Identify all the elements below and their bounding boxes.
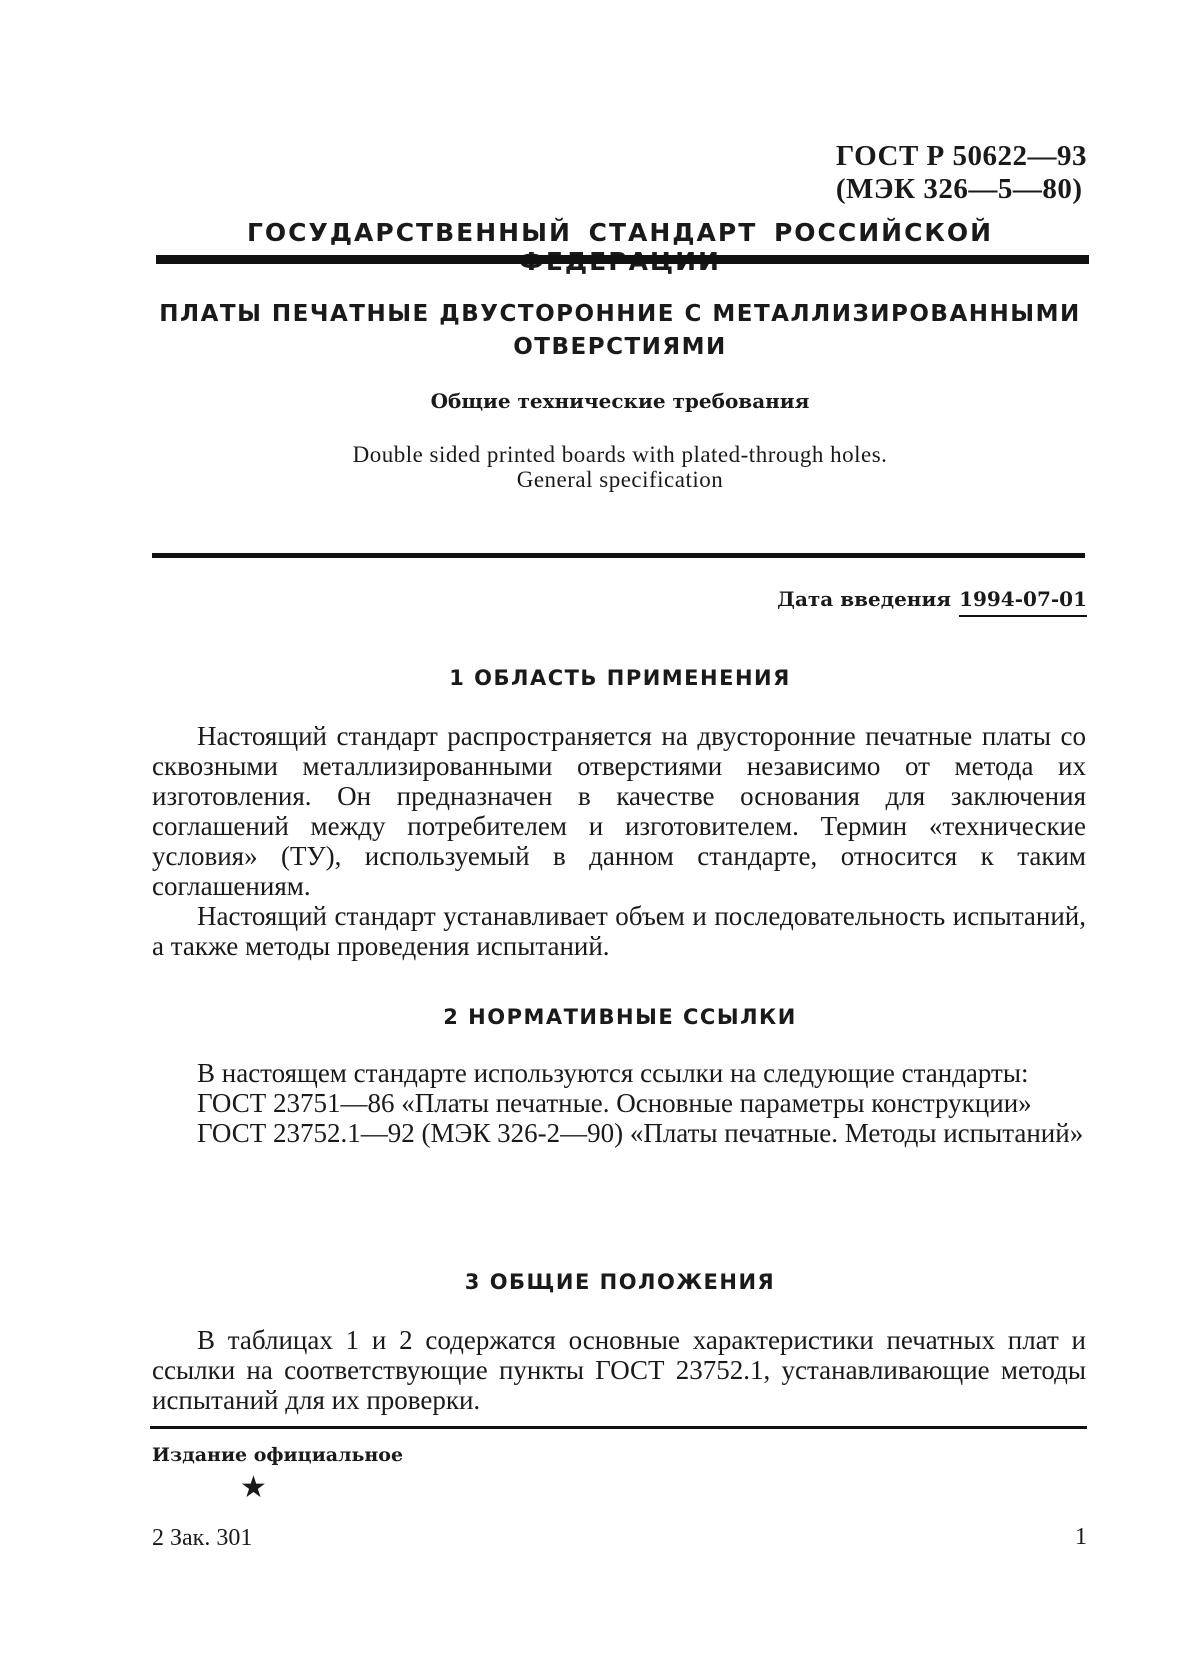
official-edition-label: Издание официальное	[152, 1444, 404, 1466]
order-number: 2 Зак. 301	[152, 1525, 253, 1551]
intro-date	[777, 587, 1087, 611]
english-title-line1: Double sided printed boards with plated-through holes.	[352, 442, 888, 467]
intro-date-value: 1994-07-01	[959, 587, 1087, 617]
section-3-heading: 3 ОБЩИЕ ПОЛОЖЕНИЯ	[464, 1270, 776, 1294]
section-2-body	[152, 1058, 1086, 1148]
document-title	[150, 298, 1090, 364]
organization-heading: ГОСУДАРСТВЕННЫЙ СТАНДАРТ РОССИЙСКОЙ	[246, 218, 994, 247]
document-title-line1: ПЛАТЫ ПЕЧАТНЫЕ ДВУСТОРОННИЕ С МЕТАЛЛИЗИРОВАННЫМИ	[159, 301, 1081, 327]
title-rule	[152, 553, 1085, 558]
standard-code-iec: (МЭК 326—5—80)	[835, 173, 1083, 205]
section-3-body	[152, 1325, 1086, 1415]
section-1-body	[152, 721, 1086, 961]
section-1-paragraph-1: Настоящий стандарт распространяется на двусторонние печатные платы со сквозными металлизированными отверстиями независимо от метода их изготовления. Он предназначен в качестве основания для заключения соглашений между потребителем и изготовителем. Термин «технические условия» (ТУ), используемый в данном стандарте, относится к таким соглашениям.	[152, 721, 1086, 901]
section-1-heading: 1 ОБЛАСТЬ ПРИМЕНЕНИЯ	[449, 666, 791, 690]
footer-rule	[150, 1426, 1087, 1429]
section-2-paragraph-1: В настоящем стандарте используются ссылки на следующие стандарты:	[197, 1058, 1029, 1088]
section-3-paragraph-1: В таблицах 1 и 2 содержатся основные характеристики печатных плат и ссылки на соответствующие пункты ГОСТ 23752.1, устанавливающие методы испытаний для их проверки.	[152, 1325, 1086, 1415]
section-2-heading: 2 НОРМАТИВНЫЕ ССЫЛКИ	[443, 1005, 797, 1029]
english-title-line2: General specification	[516, 467, 724, 492]
standard-code	[836, 140, 1087, 206]
document-subtitle: Общие технические требования	[430, 389, 810, 413]
header-rule	[156, 255, 1089, 264]
reference-gost-23752: ГОСТ 23752.1—92 (МЭК 326-2—90) «Платы печатные. Методы испытаний»	[197, 1118, 1084, 1148]
standard-code-gost: ГОСТ Р 50622—93	[835, 140, 1087, 172]
intro-date-label: Дата введения	[777, 587, 952, 611]
section-1-paragraph-2: Настоящий стандарт устанавливает объем и последовательность испытаний, а также методы проведения испытаний.	[152, 901, 1086, 961]
document-title-line2: ОТВЕРСТИЯМИ	[513, 334, 727, 360]
star-icon: ★	[240, 1471, 267, 1504]
page-number: 1	[1075, 1524, 1087, 1550]
reference-gost-23751: ГОСТ 23751—86 «Платы печатные. Основные параметры конструкции»	[197, 1088, 1032, 1118]
english-title	[150, 442, 1090, 492]
